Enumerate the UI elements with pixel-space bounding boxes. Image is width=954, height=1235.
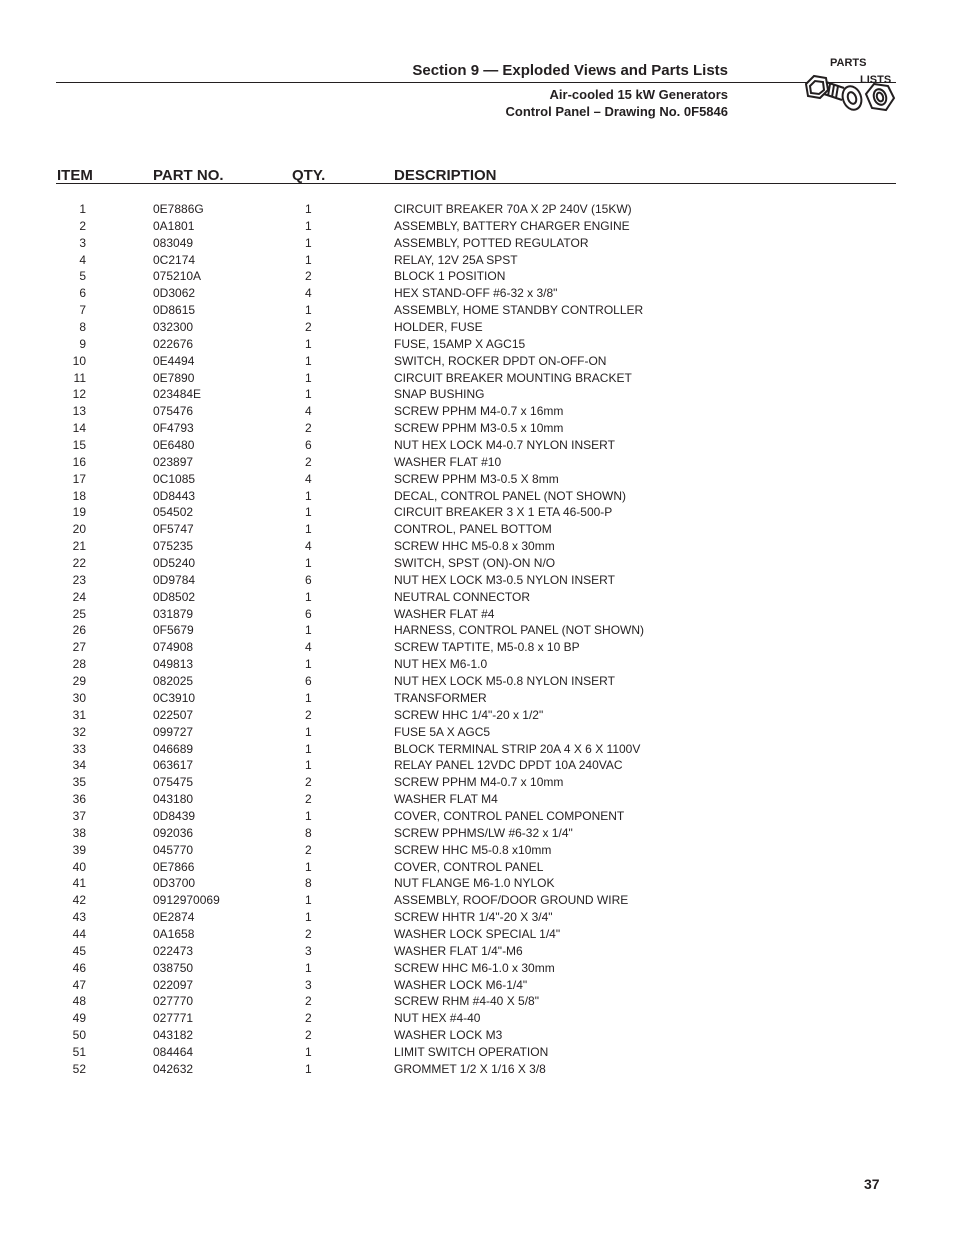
part-number: 027771 (153, 1011, 194, 1026)
item-number: 2 (79, 218, 86, 233)
table-row (0, 690, 954, 707)
table-row (0, 302, 954, 319)
part-number: 0D8502 (153, 589, 196, 604)
part-number: 0D5240 (153, 556, 196, 571)
quantity: 2 (305, 1011, 312, 1026)
item-number: 32 (72, 724, 86, 739)
part-number: 083049 (153, 235, 194, 250)
part-number: 022097 (153, 977, 194, 992)
table-row (0, 673, 954, 690)
quantity: 4 (305, 640, 312, 655)
table-row (0, 606, 954, 623)
part-number: 027770 (153, 994, 194, 1009)
description: NUT HEX #4-40 (394, 1011, 481, 1026)
item-number: 24 (72, 589, 86, 604)
description: CONTROL, PANEL BOTTOM (394, 522, 552, 537)
description: WASHER LOCK SPECIAL 1/4" (394, 926, 561, 941)
quantity: 1 (305, 657, 312, 672)
description: ASSEMBLY, POTTED REGULATOR (394, 235, 589, 250)
table-row (0, 741, 954, 758)
item-number: 50 (72, 1028, 86, 1043)
part-number: 0A1658 (153, 926, 195, 941)
description: NUT HEX LOCK M4-0.7 NYLON INSERT (394, 438, 615, 453)
part-number: 0E7866 (153, 859, 195, 874)
table-row (0, 285, 954, 302)
part-number: 054502 (153, 505, 194, 520)
quantity: 1 (305, 202, 312, 216)
part-number: 023484E (153, 387, 202, 402)
header-rule (56, 82, 896, 83)
quantity: 2 (305, 320, 312, 335)
quantity: 1 (305, 522, 312, 537)
table-row (0, 1044, 954, 1061)
table-row (0, 386, 954, 403)
part-number: 074908 (153, 640, 194, 655)
quantity: 2 (305, 1028, 312, 1043)
part-number: 0C3910 (153, 690, 196, 705)
table-row (0, 774, 954, 791)
part-number: 0F4793 (153, 421, 194, 436)
quantity: 1 (305, 910, 312, 925)
table-row (0, 859, 954, 876)
item-number: 25 (72, 606, 86, 621)
table-row (0, 1010, 954, 1027)
part-number: 0D3700 (153, 876, 196, 891)
quantity: 1 (305, 556, 312, 571)
quantity: 2 (305, 421, 312, 436)
part-number: 0E4494 (153, 353, 195, 368)
part-number: 032300 (153, 320, 194, 335)
item-number: 35 (72, 775, 86, 790)
quantity: 2 (305, 269, 312, 284)
quantity: 6 (305, 606, 312, 621)
table-row (0, 757, 954, 774)
description: WASHER FLAT M4 (394, 792, 498, 807)
column-header-item: ITEM (57, 167, 93, 184)
part-number: 031879 (153, 606, 194, 621)
description: SCREW PPHM M3-0.5 x 10mm (394, 421, 564, 436)
quantity: 1 (305, 859, 312, 874)
quantity: 2 (305, 994, 312, 1009)
part-number: 0F5747 (153, 522, 194, 537)
quantity: 1 (305, 218, 312, 233)
table-row (0, 420, 954, 437)
quantity: 1 (305, 387, 312, 402)
description: SCREW TAPTITE, M5-0.8 x 10 BP (394, 640, 580, 655)
description: COVER, CONTROL PANEL (394, 859, 544, 874)
table-row (0, 235, 954, 252)
item-number: 19 (72, 505, 86, 520)
item-number: 47 (72, 977, 86, 992)
part-number: 042632 (153, 1061, 194, 1076)
part-number: 043180 (153, 792, 194, 807)
description: NUT HEX LOCK M3-0.5 NYLON INSERT (394, 572, 615, 587)
description: WASHER FLAT #10 (394, 454, 502, 469)
table-row (0, 538, 954, 555)
table-row (0, 639, 954, 656)
item-number: 26 (72, 623, 86, 638)
description: NUT HEX LOCK M5-0.8 NYLON INSERT (394, 674, 615, 689)
item-number: 34 (72, 758, 86, 773)
description: SCREW HHC M6-1.0 x 30mm (394, 960, 555, 975)
description: BLOCK TERMINAL STRIP 20A 4 X 6 X 1100V (394, 741, 641, 756)
quantity: 1 (305, 589, 312, 604)
part-number: 075476 (153, 404, 194, 419)
item-number: 27 (72, 640, 86, 655)
part-number: 092036 (153, 825, 194, 840)
item-number: 1 (79, 202, 86, 216)
item-number: 38 (72, 825, 86, 840)
description: HOLDER, FUSE (394, 320, 483, 335)
quantity: 1 (305, 741, 312, 756)
column-header-part-no: PART NO. (153, 167, 224, 184)
item-number: 18 (72, 488, 86, 503)
quantity: 1 (305, 252, 312, 267)
page-number: 37 (864, 1176, 880, 1192)
description: ASSEMBLY, BATTERY CHARGER ENGINE (394, 218, 630, 233)
quantity: 1 (305, 690, 312, 705)
table-row (0, 471, 954, 488)
item-number: 12 (72, 387, 86, 402)
description: CIRCUIT BREAKER MOUNTING BRACKET (394, 370, 632, 385)
item-number: 31 (72, 707, 86, 722)
item-number: 40 (72, 859, 86, 874)
item-number: 14 (72, 421, 86, 436)
item-number: 37 (72, 808, 86, 823)
item-number: 46 (72, 960, 86, 975)
description: WASHER FLAT 1/4"-M6 (394, 943, 523, 958)
description: CIRCUIT BREAKER 70A X 2P 240V (15KW) (394, 202, 632, 216)
part-number: 0912970069 (153, 893, 220, 908)
item-number: 52 (72, 1061, 86, 1076)
part-number: 0D8615 (153, 303, 196, 318)
item-number: 39 (72, 842, 86, 857)
item-number: 8 (79, 320, 86, 335)
quantity: 4 (305, 539, 312, 554)
item-number: 33 (72, 741, 86, 756)
logo-text-parts: PARTS (830, 57, 867, 69)
item-number: 30 (72, 690, 86, 705)
description: WASHER FLAT #4 (394, 606, 495, 621)
part-number: 022507 (153, 707, 194, 722)
logo-text-lists: LISTS (860, 74, 892, 86)
description: SCREW HHC M5-0.8 x 30mm (394, 539, 555, 554)
quantity: 1 (305, 505, 312, 520)
quantity: 1 (305, 1061, 312, 1076)
quantity: 1 (305, 1044, 312, 1059)
bolt-and-nut-icon (800, 54, 900, 130)
description: RELAY PANEL 12VDC DPDT 10A 240VAC (394, 758, 623, 773)
table-row (0, 488, 954, 505)
quantity: 8 (305, 825, 312, 840)
part-number: 0D9784 (153, 572, 196, 587)
description: DECAL, CONTROL PANEL (NOT SHOWN) (394, 488, 627, 503)
quantity: 1 (305, 353, 312, 368)
table-row (0, 892, 954, 909)
quantity: 1 (305, 724, 312, 739)
quantity: 1 (305, 960, 312, 975)
item-number: 4 (79, 252, 86, 267)
item-number: 45 (72, 943, 86, 958)
table-row (0, 454, 954, 471)
table-row (0, 555, 954, 572)
item-number: 17 (72, 471, 86, 486)
column-header-rule (56, 183, 896, 184)
part-number: 063617 (153, 758, 194, 773)
quantity: 3 (305, 977, 312, 992)
item-number: 36 (72, 792, 86, 807)
description: GROMMET 1/2 X 1/16 X 3/8 (394, 1061, 546, 1076)
part-number: 099727 (153, 724, 194, 739)
part-number: 046689 (153, 741, 194, 756)
part-number: 0E2874 (153, 910, 195, 925)
table-row (0, 437, 954, 454)
item-number: 3 (79, 235, 86, 250)
quantity: 1 (305, 758, 312, 773)
description: NEUTRAL CONNECTOR (394, 589, 531, 604)
description: SWITCH, SPST (ON)-ON N/O (394, 556, 556, 571)
description: BLOCK 1 POSITION (394, 269, 506, 284)
table-row (0, 504, 954, 521)
table-row (0, 808, 954, 825)
description: SCREW PPHMS/LW #6-32 x 1/4" (394, 825, 573, 840)
header-subtitle-generator: Air-cooled 15 kW Generators (549, 87, 728, 102)
table-row (0, 960, 954, 977)
description: COVER, CONTROL PANEL COMPONENT (394, 808, 625, 823)
table-row (0, 403, 954, 420)
description: WASHER LOCK M6-1/4" (394, 977, 528, 992)
quantity: 6 (305, 438, 312, 453)
item-number: 13 (72, 404, 86, 419)
description: SCREW PPHM M4-0.7 x 16mm (394, 404, 564, 419)
description: SCREW RHM #4-40 X 5/8" (394, 994, 539, 1009)
description: CIRCUIT BREAKER 3 X 1 ETA 46-500-P (394, 505, 613, 520)
description: ASSEMBLY, HOME STANDBY CONTROLLER (394, 303, 644, 318)
quantity: 6 (305, 572, 312, 587)
description: SNAP BUSHING (394, 387, 485, 402)
description: SWITCH, ROCKER DPDT ON-OFF-ON (394, 353, 607, 368)
table-row (0, 622, 954, 639)
quantity: 1 (305, 303, 312, 318)
quantity: 6 (305, 674, 312, 689)
quantity: 8 (305, 876, 312, 891)
item-number: 29 (72, 674, 86, 689)
item-number: 23 (72, 572, 86, 587)
part-number: 0D8439 (153, 808, 196, 823)
description: SCREW PPHM M3-0.5 X 8mm (394, 471, 559, 486)
quantity: 2 (305, 842, 312, 857)
quantity: 1 (305, 623, 312, 638)
item-number: 21 (72, 539, 86, 554)
part-number: 075475 (153, 775, 194, 790)
table-row (0, 218, 954, 235)
description: SCREW HHC M5-0.8 x10mm (394, 842, 552, 857)
item-number: 42 (72, 893, 86, 908)
description: TRANSFORMER (394, 690, 487, 705)
table-row (0, 336, 954, 353)
item-number: 16 (72, 454, 86, 469)
table-row (0, 724, 954, 741)
part-number: 0C1085 (153, 471, 196, 486)
table-row (0, 319, 954, 336)
quantity: 1 (305, 336, 312, 351)
quantity: 1 (305, 235, 312, 250)
parts-table-body (0, 201, 954, 1078)
table-row (0, 370, 954, 387)
quantity: 2 (305, 792, 312, 807)
part-number: 043182 (153, 1028, 194, 1043)
description: NUT FLANGE M6-1.0 NYLOK (394, 876, 555, 891)
part-number: 022676 (153, 336, 194, 351)
part-number: 049813 (153, 657, 194, 672)
part-number: 075235 (153, 539, 194, 554)
part-number: 0D3062 (153, 286, 196, 301)
part-number: 0E6480 (153, 438, 195, 453)
part-number: 0F5679 (153, 623, 194, 638)
table-row (0, 707, 954, 724)
description: SCREW HHC 1/4"-20 x 1/2" (394, 707, 544, 722)
quantity: 2 (305, 926, 312, 941)
table-row (0, 825, 954, 842)
quantity: 1 (305, 893, 312, 908)
item-number: 49 (72, 1011, 86, 1026)
description: FUSE 5A X AGC5 (394, 724, 491, 739)
item-number: 43 (72, 910, 86, 925)
quantity: 1 (305, 808, 312, 823)
item-number: 5 (79, 269, 86, 284)
part-number: 038750 (153, 960, 194, 975)
item-number: 6 (79, 286, 86, 301)
table-row (0, 589, 954, 606)
part-number: 084464 (153, 1044, 194, 1059)
quantity: 4 (305, 471, 312, 486)
table-row (0, 791, 954, 808)
quantity: 4 (305, 404, 312, 419)
part-number: 0E7886G (153, 202, 204, 216)
item-number: 28 (72, 657, 86, 672)
item-number: 48 (72, 994, 86, 1009)
quantity: 1 (305, 488, 312, 503)
table-row (0, 842, 954, 859)
item-number: 41 (72, 876, 86, 891)
table-row (0, 977, 954, 994)
table-row (0, 875, 954, 892)
part-number: 0A1801 (153, 218, 195, 233)
description: SCREW PPHM M4-0.7 x 10mm (394, 775, 564, 790)
part-number: 0C2174 (153, 252, 196, 267)
part-number: 0E7890 (153, 370, 195, 385)
part-number: 045770 (153, 842, 194, 857)
column-header-qty: QTY. (292, 167, 326, 184)
item-number: 44 (72, 926, 86, 941)
item-number: 11 (73, 370, 86, 385)
description: RELAY, 12V 25A SPST (394, 252, 518, 267)
description: SCREW HHTR 1/4"-20 X 3/4" (394, 910, 553, 925)
header-subtitle-drawing: Control Panel – Drawing No. 0F5846 (505, 104, 728, 119)
quantity: 3 (305, 943, 312, 958)
item-number: 10 (72, 353, 86, 368)
table-row (0, 943, 954, 960)
section-title: Section 9 — Exploded Views and Parts Lists (412, 62, 728, 79)
item-number: 51 (72, 1044, 86, 1059)
quantity: 2 (305, 775, 312, 790)
table-row (0, 909, 954, 926)
description: HARNESS, CONTROL PANEL (NOT SHOWN) (394, 623, 645, 638)
description: FUSE, 15AMP X AGC15 (394, 336, 526, 351)
table-row (0, 353, 954, 370)
table-row (0, 252, 954, 269)
description: LIMIT SWITCH OPERATION (394, 1044, 549, 1059)
table-row (0, 1027, 954, 1044)
item-number: 20 (72, 522, 86, 537)
quantity: 4 (305, 286, 312, 301)
part-number: 075210A (153, 269, 202, 284)
table-row (0, 656, 954, 673)
part-number: 0D8443 (153, 488, 196, 503)
table-row (0, 993, 954, 1010)
table-row (0, 572, 954, 589)
item-number: 15 (72, 438, 86, 453)
column-header-description: DESCRIPTION (394, 167, 497, 184)
table-row (0, 1061, 954, 1078)
item-number: 9 (79, 336, 86, 351)
description: WASHER LOCK M3 (394, 1028, 503, 1043)
table-row (0, 521, 954, 538)
part-number: 082025 (153, 674, 194, 689)
quantity: 2 (305, 454, 312, 469)
part-number: 023897 (153, 454, 194, 469)
part-number: 022473 (153, 943, 194, 958)
description: HEX STAND-OFF #6-32 x 3/8" (394, 286, 558, 301)
quantity: 1 (305, 370, 312, 385)
item-number: 22 (72, 556, 86, 571)
item-number: 7 (79, 303, 86, 318)
table-row (0, 268, 954, 285)
table-row (0, 201, 954, 218)
table-row (0, 926, 954, 943)
description: NUT HEX M6-1.0 (394, 657, 488, 672)
quantity: 2 (305, 707, 312, 722)
description: ASSEMBLY, ROOF/DOOR GROUND WIRE (394, 893, 629, 908)
